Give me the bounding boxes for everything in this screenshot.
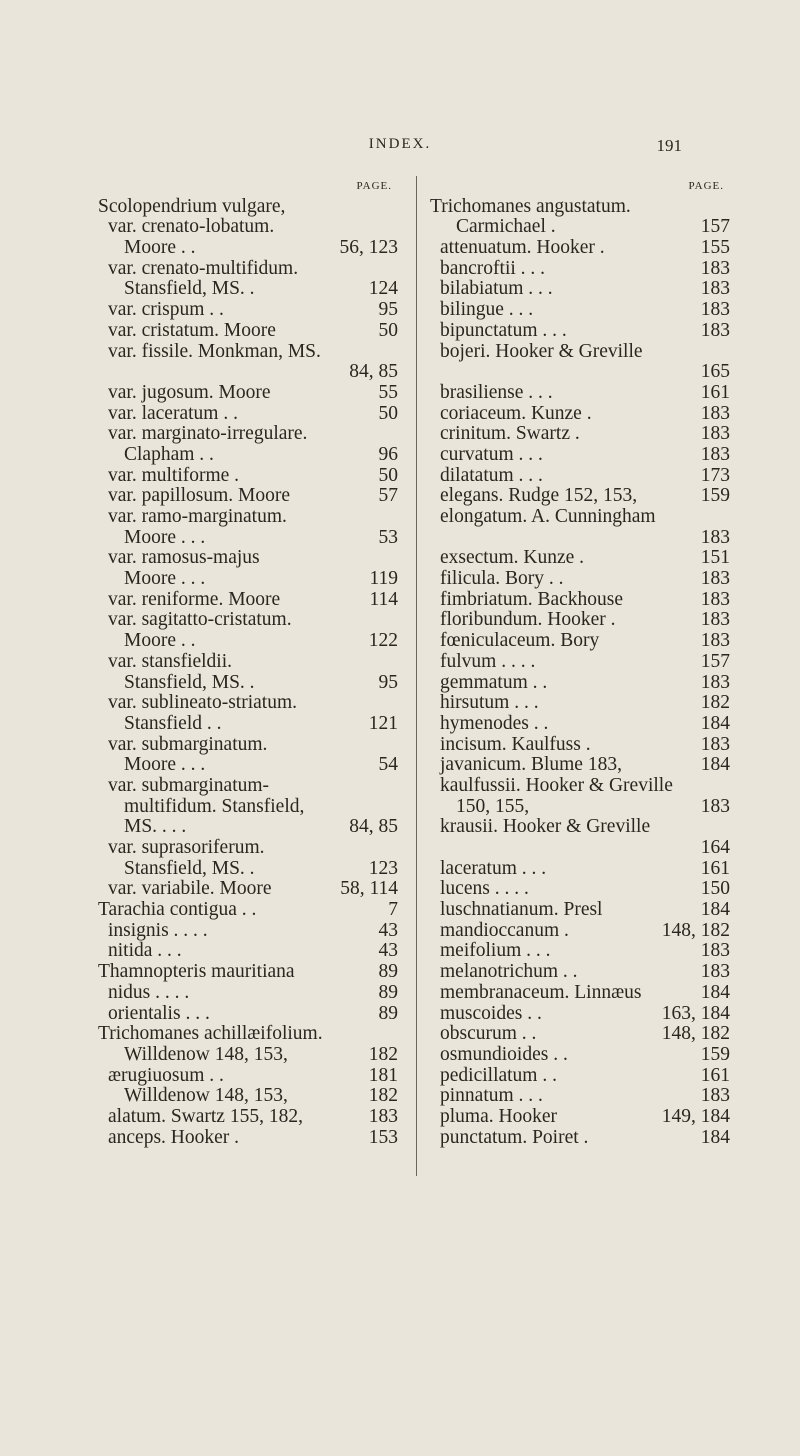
- index-entry: [430, 673, 730, 694]
- index-entry: [430, 1004, 730, 1025]
- entry-page: 173: [700, 464, 730, 486]
- entry-page: 148, 182: [661, 1023, 730, 1045]
- index-entry: [98, 1045, 398, 1066]
- entry-page: 183: [700, 609, 730, 631]
- entry-text: incisum. Kaulfuss .: [440, 733, 591, 755]
- index-entry: [430, 569, 730, 590]
- entry-page: 184: [700, 1126, 730, 1148]
- entry-page: 184: [700, 899, 730, 921]
- index-entry: [430, 693, 730, 714]
- entry-text: alatum. Swartz 155, 182,: [108, 1105, 303, 1127]
- entry-text: mandioccanum .: [440, 919, 569, 941]
- entry-text: fimbriatum. Backhouse: [440, 588, 624, 610]
- entry-page: 159: [700, 1043, 730, 1065]
- index-entry: [98, 921, 398, 942]
- entry-text: insignis . . . .: [108, 919, 208, 941]
- column-divider: [416, 176, 417, 1176]
- entry-page: 184: [700, 754, 730, 776]
- index-entry: [430, 238, 730, 259]
- index-entry: [430, 300, 730, 321]
- index-entry: [98, 486, 398, 507]
- index-entry: [98, 279, 398, 300]
- entry-text: Moore . . .: [124, 754, 206, 776]
- entry-text: Trichomanes angustatum.: [430, 195, 631, 217]
- entry-text: var. variabile. Moore: [108, 878, 272, 900]
- index-entry: [98, 1086, 398, 1107]
- entry-page: 183: [368, 1105, 398, 1127]
- entry-text: krausii. Hooker & Greville: [440, 816, 651, 838]
- entry-page: 182: [368, 1085, 398, 1107]
- entry-page: 183: [700, 423, 730, 445]
- entry-page: 149, 184: [661, 1105, 730, 1127]
- index-entry: [98, 1024, 398, 1045]
- entry-page: 182: [700, 692, 730, 714]
- index-entry: [98, 238, 398, 259]
- entry-text: Carmichael .: [456, 216, 556, 238]
- entry-text: laceratum . . .: [440, 857, 547, 879]
- entry-page: 182: [368, 1043, 398, 1065]
- index-entry: [98, 569, 398, 590]
- entry-text: obscurum . .: [440, 1023, 537, 1045]
- index-entry: [98, 610, 398, 631]
- index-entry: [430, 197, 730, 218]
- index-entry: [430, 983, 730, 1004]
- entry-text: coriaceum. Kunze .: [440, 402, 592, 424]
- index-entry: [98, 548, 398, 569]
- index-entry: [430, 610, 730, 631]
- entry-page: 183: [700, 940, 730, 962]
- entry-text: dilatatum . . .: [440, 464, 543, 486]
- index-entry: [98, 404, 398, 425]
- entry-page: 184: [700, 712, 730, 734]
- entry-page: 96: [378, 443, 398, 465]
- left-column: [98, 176, 398, 1148]
- index-entry: [98, 445, 398, 466]
- entry-text: osmundioides . .: [440, 1043, 568, 1065]
- entry-page: 150: [700, 878, 730, 900]
- entry-text: floribundum. Hooker .: [440, 609, 616, 631]
- entry-page: 56, 123: [339, 237, 398, 259]
- entry-page: 183: [700, 257, 730, 279]
- entry-text: hirsutum . . .: [440, 692, 539, 714]
- index-entry: [98, 383, 398, 404]
- entry-text: Moore . . .: [124, 568, 206, 590]
- entry-page: 165: [700, 361, 730, 383]
- entry-page: 164: [700, 837, 730, 858]
- index-entry: [98, 755, 398, 776]
- entry-page: 122: [368, 630, 398, 652]
- entry-text: var. papillosum. Moore: [108, 485, 290, 507]
- index-entry: [430, 797, 730, 818]
- index-entry: [430, 217, 730, 238]
- entry-text: ærugiuosum . .: [108, 1064, 224, 1086]
- index-entry: [430, 1086, 730, 1107]
- entry-text: melanotrichum . .: [440, 961, 578, 983]
- entry-text: Clapham . .: [124, 443, 214, 465]
- entry-page: 50: [378, 319, 398, 341]
- index-entry: [98, 321, 398, 342]
- entry-page: 183: [700, 402, 730, 424]
- entry-page: 54: [378, 754, 398, 776]
- entry-text: curvatum . . .: [440, 443, 543, 465]
- entry-page: 184: [700, 981, 730, 1003]
- entry-page: 95: [378, 299, 398, 321]
- entry-page: 151: [700, 547, 730, 569]
- entry-text: kaulfussii. Hooker & Greville: [440, 774, 673, 796]
- entry-text: var. ramo-marginatum.: [108, 506, 287, 527]
- entry-page: 7: [388, 899, 398, 921]
- entry-text: var. marginato-irregulare.: [108, 423, 308, 445]
- entry-text: Moore . . .: [124, 526, 206, 548]
- entry-page: 119: [369, 568, 398, 590]
- index-entry: [430, 1066, 730, 1087]
- index-entry: [98, 197, 398, 218]
- index-entry: [430, 900, 730, 921]
- index-entry: [98, 652, 398, 673]
- index-entry: [430, 383, 730, 404]
- entry-page: 43: [378, 940, 398, 962]
- index-entry: [98, 424, 398, 445]
- entry-text: muscoides . .: [440, 1002, 542, 1024]
- entry-text: var. multiforme .: [108, 464, 240, 486]
- entry-page: 183: [700, 319, 730, 341]
- entry-page: 161: [700, 381, 730, 403]
- index-entry: [98, 300, 398, 321]
- index-entry: [430, 486, 730, 507]
- index-entry: [98, 1128, 398, 1149]
- entry-text: nitida . . .: [108, 940, 182, 962]
- index-entry: [430, 859, 730, 880]
- entry-text: orientalis . . .: [108, 1002, 210, 1024]
- entry-page: 43: [378, 919, 398, 941]
- entry-text: Trichomanes achillæifolium.: [98, 1023, 323, 1045]
- entry-page: 153: [368, 1126, 398, 1148]
- entry-text: membranaceum. Linnæus: [440, 981, 642, 1003]
- index-entry: [430, 259, 730, 280]
- index-entry: [430, 652, 730, 673]
- entry-text: brasiliense . . .: [440, 381, 553, 403]
- entry-page: 183: [700, 278, 730, 300]
- index-entry: [430, 921, 730, 942]
- entry-text: bancroftii . . .: [440, 257, 546, 279]
- entry-page: 89: [378, 1002, 398, 1024]
- entry-page: 84, 85: [349, 816, 398, 838]
- entry-page: 148, 182: [661, 919, 730, 941]
- index-entry: [430, 424, 730, 445]
- index-entry: [430, 755, 730, 776]
- entry-text: filicula. Bory . .: [440, 568, 564, 590]
- index-entry: [430, 817, 730, 838]
- entry-page: 157: [700, 216, 730, 238]
- entry-page: 183: [700, 630, 730, 652]
- entry-page: 55: [378, 381, 398, 403]
- entry-page: 58, 114: [340, 878, 398, 900]
- entry-page: 155: [700, 237, 730, 259]
- entry-page: 57: [378, 485, 398, 507]
- entry-text: var. crenato-multifidum.: [108, 257, 299, 279]
- index-entry: [430, 631, 730, 652]
- entry-page: 161: [700, 1064, 730, 1086]
- entry-page: 89: [378, 961, 398, 983]
- entry-page: 183: [700, 733, 730, 755]
- entry-text: var. submarginatum-: [108, 774, 270, 796]
- entry-text: bipunctatum . . .: [440, 319, 567, 341]
- entry-text: var. fissile. Monkman, MS.: [108, 340, 321, 362]
- index-entry: [98, 217, 398, 238]
- entry-text: var. suprasoriferum.: [108, 837, 265, 858]
- index-entry: [98, 838, 398, 859]
- entry-text: nidus . . . .: [108, 981, 190, 1003]
- index-entry: [98, 528, 398, 549]
- entry-page: 183: [700, 671, 730, 693]
- index-entry: [98, 362, 398, 383]
- entry-text: gemmatum . .: [440, 671, 548, 693]
- index-entry: [98, 1107, 398, 1128]
- index-entry: [98, 673, 398, 694]
- entry-page: 183: [700, 526, 730, 548]
- entry-text: elegans. Rudge 152, 153,: [440, 485, 638, 507]
- entry-page: 163, 184: [661, 1002, 730, 1024]
- index-entry: [430, 590, 730, 611]
- entry-text: var. submarginatum.: [108, 733, 268, 755]
- entry-text: hymenodes . .: [440, 712, 549, 734]
- index-entry: [98, 859, 398, 880]
- entry-text: pinnatum . . .: [440, 1085, 543, 1107]
- entry-page: 50: [378, 464, 398, 486]
- entry-page: 183: [700, 961, 730, 983]
- index-entry: [430, 962, 730, 983]
- entry-text: bilingue . . .: [440, 299, 534, 321]
- page-column-label: PAGE.: [688, 180, 724, 192]
- entry-text: luschnatianum. Presl: [440, 899, 603, 921]
- index-entry: [430, 528, 730, 549]
- entry-page: 161: [700, 857, 730, 879]
- index-entry: [430, 279, 730, 300]
- index-entry: [430, 1107, 730, 1128]
- entry-page: 84, 85: [349, 361, 398, 383]
- entry-text: Moore . .: [124, 237, 196, 259]
- index-entry: [98, 776, 398, 797]
- entry-text: fœniculaceum. Bory: [440, 630, 600, 652]
- entry-text: MS. . . .: [124, 816, 187, 838]
- index-entry: [430, 445, 730, 466]
- right-column: [430, 176, 730, 1148]
- page-number: 191: [656, 136, 682, 155]
- index-entry: [98, 507, 398, 528]
- entry-text: bilabiatum . . .: [440, 278, 553, 300]
- entry-text: var. sagitatto-cristatum.: [108, 609, 292, 631]
- entry-text: bojeri. Hooker & Greville: [440, 340, 643, 362]
- entry-page: 53: [378, 526, 398, 548]
- entry-text: var. cristatum. Moore: [108, 319, 276, 341]
- index-entry: [98, 735, 398, 756]
- entry-text: pedicillatum . .: [440, 1064, 557, 1086]
- entry-text: Willdenow 148, 153,: [124, 1085, 288, 1107]
- entry-text: multifidum. Stansfield,: [124, 795, 305, 817]
- index-entry: [430, 838, 730, 859]
- entry-page: 183: [700, 795, 730, 817]
- entry-text: meifolium . . .: [440, 940, 551, 962]
- entry-text: Thamnopteris mauritiana: [98, 961, 295, 983]
- entry-page: 95: [378, 671, 398, 693]
- entry-text: Moore . .: [124, 630, 196, 652]
- index-entry: [430, 941, 730, 962]
- entry-text: Scolopendrium vulgare,: [98, 195, 286, 217]
- entry-text: fulvum . . . .: [440, 650, 536, 672]
- index-entry: [98, 590, 398, 611]
- entry-text: pluma. Hooker: [440, 1105, 557, 1127]
- page-header: [0, 136, 800, 162]
- index-entry: [430, 321, 730, 342]
- entry-text: var. ramosus-majus: [108, 547, 260, 569]
- entry-page: 183: [700, 443, 730, 465]
- entry-page: 183: [700, 568, 730, 590]
- entry-text: Stansfield, MS. .: [124, 278, 255, 300]
- entry-text: punctatum. Poiret .: [440, 1126, 589, 1148]
- entry-text: Tarachia contigua . .: [98, 899, 257, 921]
- entry-text: Stansfield, MS. .: [124, 857, 255, 879]
- index-entry: [430, 879, 730, 900]
- entry-page: 124: [368, 278, 398, 300]
- index-entry: [98, 962, 398, 983]
- index-entry: [430, 1045, 730, 1066]
- entry-text: lucens . . . .: [440, 878, 529, 900]
- index-entry: [430, 735, 730, 756]
- index-entry: [98, 259, 398, 280]
- index-entry: [98, 693, 398, 714]
- index-entry: [98, 817, 398, 838]
- index-entry: [430, 776, 730, 797]
- index-entry: [98, 900, 398, 921]
- index-entry: [98, 941, 398, 962]
- index-entry: [98, 797, 398, 818]
- index-entry: [98, 879, 398, 900]
- entry-text: Stansfield, MS. .: [124, 671, 255, 693]
- entry-page: 183: [700, 588, 730, 610]
- index-entry: [430, 714, 730, 735]
- entry-text: Stansfield . .: [124, 712, 222, 734]
- page-column-label: PAGE.: [356, 180, 392, 192]
- entry-text: Willdenow 148, 153,: [124, 1043, 288, 1065]
- index-entry: [430, 404, 730, 425]
- entry-page: 114: [369, 588, 398, 610]
- entry-page: 123: [368, 857, 398, 879]
- index-entry: [430, 466, 730, 487]
- entry-page: 89: [378, 981, 398, 1003]
- index-entry: [98, 1004, 398, 1025]
- entry-text: crinitum. Swartz .: [440, 423, 580, 445]
- entry-page: 50: [378, 402, 398, 424]
- entry-text: var. laceratum . .: [108, 402, 238, 424]
- entry-text: anceps. Hooker .: [108, 1126, 240, 1148]
- entry-text: var. stansfieldii.: [108, 650, 233, 672]
- entry-text: var. sublineato-striatum.: [108, 692, 298, 714]
- header-title: INDEX.: [368, 136, 432, 152]
- index-entry: [98, 1066, 398, 1087]
- entry-text: 150, 155,: [456, 795, 530, 817]
- entry-page: 183: [700, 1085, 730, 1107]
- entry-text: elongatum. A. Cunningham: [440, 506, 656, 527]
- index-entry: [430, 507, 730, 528]
- index-entry: [98, 342, 398, 363]
- entry-page: 121: [368, 712, 398, 734]
- index-entry: [430, 362, 730, 383]
- entry-text: var. crenato-lobatum.: [108, 216, 275, 238]
- entry-text: var. reniforme. Moore: [108, 588, 281, 610]
- index-entry: [98, 983, 398, 1004]
- index-entry: [430, 342, 730, 363]
- entry-page: 157: [700, 650, 730, 672]
- entry-page: 181: [368, 1064, 398, 1086]
- index-entry: [430, 1128, 730, 1149]
- index-entry: [430, 548, 730, 569]
- entry-text: attenuatum. Hooker .: [440, 237, 605, 259]
- entry-text: var. crispum . .: [108, 299, 224, 321]
- index-entry: [98, 714, 398, 735]
- entry-text: var. jugosum. Moore: [108, 381, 271, 403]
- entry-page: 183: [700, 299, 730, 321]
- index-entry: [98, 631, 398, 652]
- entry-page: 159: [700, 485, 730, 507]
- index-entry: [98, 466, 398, 487]
- entry-text: javanicum. Blume 183,: [440, 754, 622, 776]
- entry-text: exsectum. Kunze .: [440, 547, 585, 569]
- index-entry: [430, 1024, 730, 1045]
